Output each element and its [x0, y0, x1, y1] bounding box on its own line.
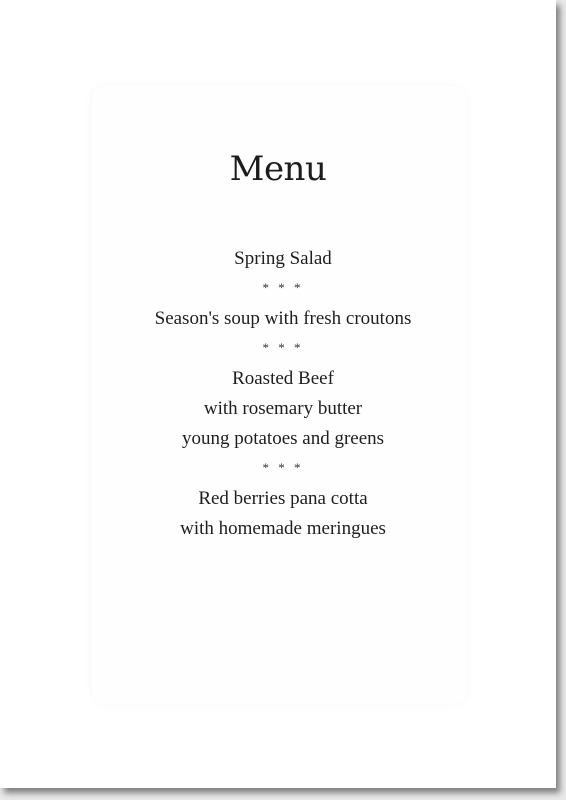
course-starter: Spring Salad — [234, 248, 332, 269]
course-soup: Season's soup with fresh croutons — [154, 308, 412, 329]
course-dessert-detail: with homemade meringues — [180, 518, 386, 539]
menu-items — [0, 244, 566, 544]
course-dessert: Red berries pana cotta — [198, 488, 368, 509]
course-main-detail: young potatoes and greens — [181, 428, 385, 449]
course-main-detail: with rosemary butter — [203, 398, 363, 419]
menu-title: Menu — [229, 149, 327, 189]
course-separator: * * * — [262, 340, 304, 355]
course-separator: * * * — [262, 280, 304, 295]
course-main: Roasted Beef — [232, 368, 334, 389]
course-separator: * * * — [262, 460, 304, 475]
